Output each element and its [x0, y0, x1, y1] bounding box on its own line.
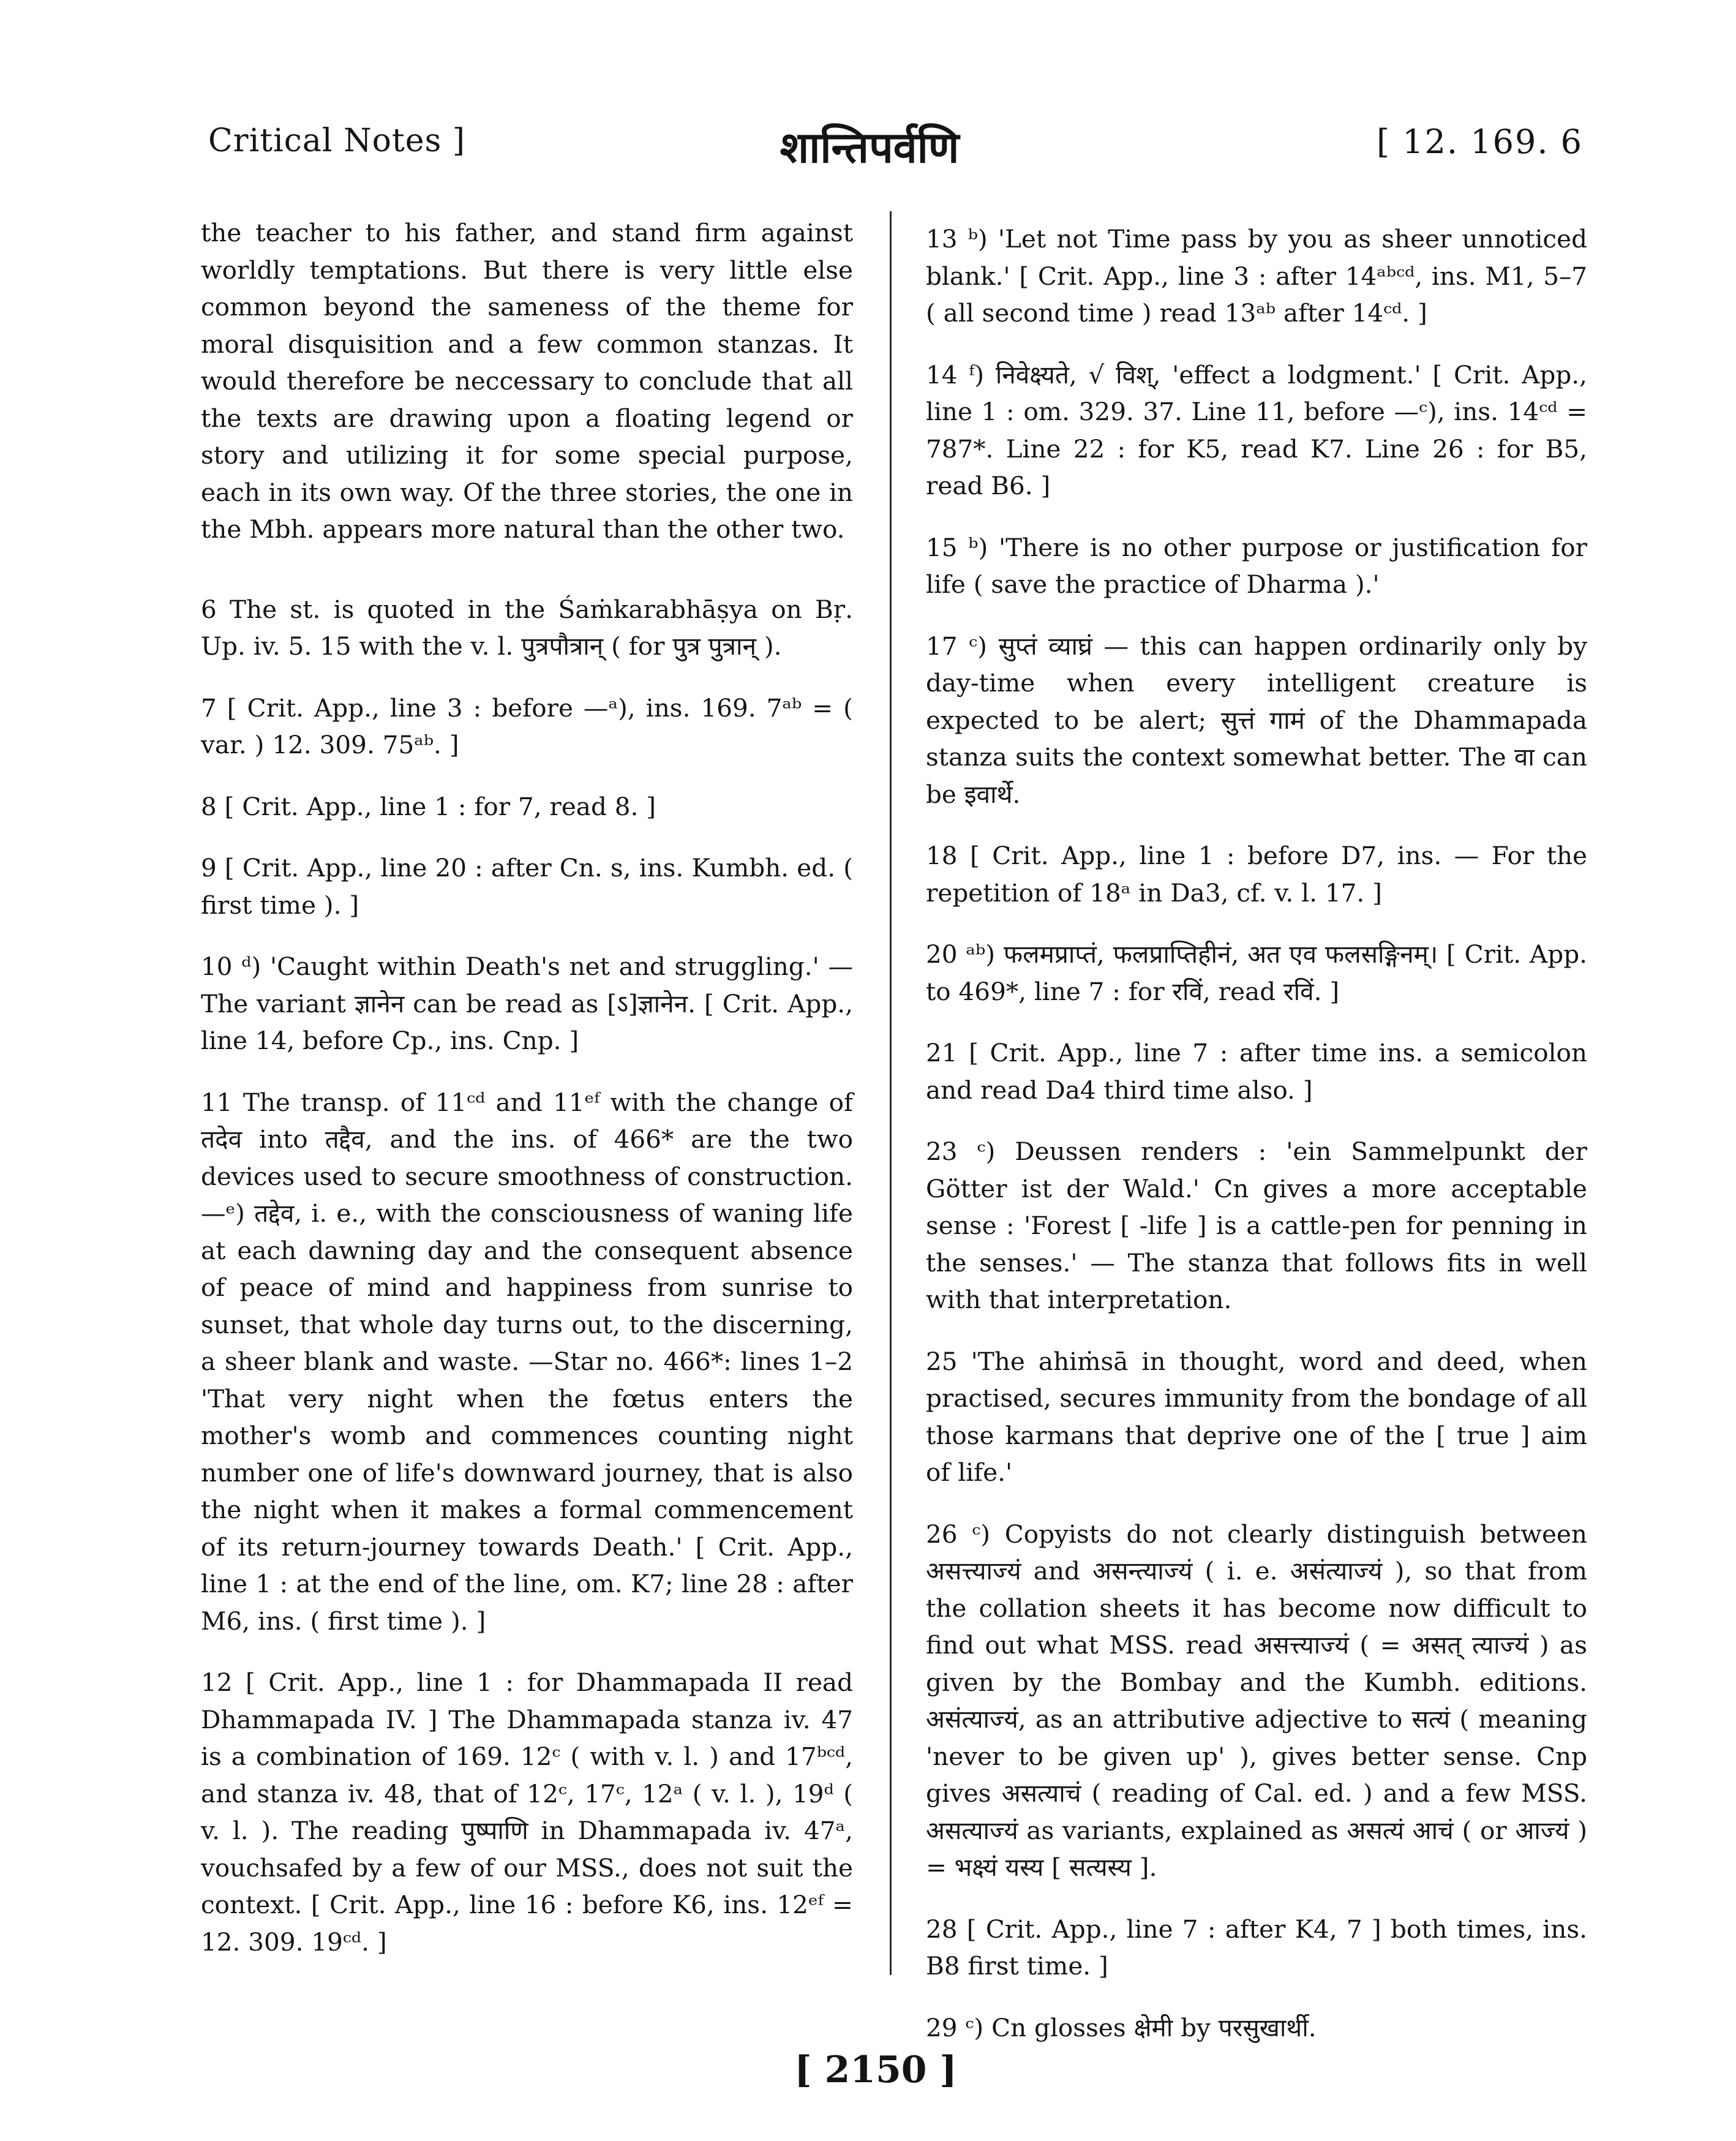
left-column	[201, 214, 853, 1985]
note-paragraph: 6 The st. is quoted in the Śaṁkarabhāṣya on Bṛ. Up. iv. 5. 15 with the v. l. पुत्रपौत्रान् ( for पुत्र पुत्रान् ).	[201, 594, 853, 661]
right-column	[926, 220, 1587, 2071]
note-paragraph: 9 [ Crit. App., line 20 : after Cn. s, ins. Kumbh. ed. ( first time ). ]	[201, 853, 853, 920]
note-paragraph: the teacher to his father, and stand firm against worldly temptations. But there is very little else common beyond the sameness of the theme for moral disquisition and a few common stanzas. It would therefore be neccessary to conclude that all the texts are drawing upon a floating legend or story and utilizing it for some special purpose, each in its own way. Of the three stories, the one in the Mbh. appears more natural than the other two.	[201, 218, 853, 544]
note-paragraph: 13 ᵇ) 'Let not Time pass by you as sheer unnoticed blank.' [ Crit. App., line 3 : after 14ᵃᵇᶜᵈ, ins. M1, 5–7 ( all second time ) read 13ᵃᵇ after 14ᶜᵈ. ]	[926, 224, 1587, 328]
note-paragraph: 20 ᵃᵇ) फलमप्राप्तं, फलप्राप्तिहीनं, अत एव फलसङ्गिनम्। [ Crit. App. to 469*, line 7 : for रविं, read रविं. ]	[926, 939, 1587, 1006]
running-head-reference: [ 12. 169. 6	[1376, 122, 1583, 161]
note-paragraph: 14 ᶠ) निवेक्ष्यते, √ विश्, 'effect a lodgment.' [ Crit. App., line 1 : om. 329. 37. Line 11, before —ᶜ), ins. 14ᶜᵈ = 787*. Line 22 : for K5, read K7. Line 26 : for B5, read B6. ]	[926, 359, 1587, 500]
note-paragraph: 18 [ Crit. App., line 1 : before D7, ins. — For the repetition of 18ᵃ in Da3, cf. v. l. 17. ]	[926, 841, 1587, 908]
page-number: [ 2150 ]	[794, 2049, 957, 2091]
note-paragraph: 10 ᵈ) 'Caught within Death's net and struggling.' —The variant ज्ञानेन can be read as [ऽ]ज्ञानेन. [ Crit. App., line 14, before Cp., ins. Cnp. ]	[201, 952, 853, 1055]
note-paragraph: 29 ᶜ) Cn glosses क्षेमी by परसुखार्थी.	[926, 2012, 1317, 2042]
note-paragraph: 28 [ Crit. App., line 7 : after K4, 7 ] both times, ins. B8 first time. ]	[926, 1914, 1587, 1981]
running-head-title: शान्तिपर्वणि	[780, 122, 960, 173]
note-paragraph: 23 ᶜ) Deussen renders : 'ein Sammelpunkt der Götter ist der Wald.' Cn gives a more acceptable sense : 'Forest [ -life ] is a cattle-pen for penning in the senses.' — The stanza that follows fits in well with that interpretation.	[926, 1137, 1587, 1314]
column-divider	[890, 211, 892, 1975]
note-paragraph: 7 [ Crit. App., line 3 : before —ᵃ), ins. 169. 7ᵃᵇ = ( var. ) 12. 309. 75ᵃᵇ. ]	[201, 693, 853, 759]
note-paragraph: 12 [ Crit. App., line 1 : for Dhammapada II read Dhammapada IV. ] The Dhammapada stanza iv. 47 is a combination of 169. 12ᶜ ( with v. l. ) and 17ᵇᶜᵈ, and stanza iv. 48, that of 12ᶜ, 17ᶜ, 12ᵃ ( v. l. ), 19ᵈ ( v. l. ). The reading पुष्पाणि in Dhammapada iv. 47ᵃ, vouchsafed by a few of our MSS., does not suit the context. [ Crit. App., line 16 : before K6, ins. 12ᵉᶠ = 12. 309. 19ᶜᵈ. ]	[201, 1668, 853, 1957]
note-paragraph: 25 'The ahiṁsā in thought, word and deed, when practised, secures immunity from the bondage of all those karmans that deprive one of the [ true ] aim of life.'	[926, 1346, 1587, 1487]
note-paragraph: 26 ᶜ) Copyists do not clearly distinguish between असत्त्याज्यं and असन्त्याज्यं ( i. e. असंत्याज्यं ), so that from the collation sheets it has become now difficult to find out what MSS. read असत्त्याज्यं ( = असत् त्याज्यं ) as given by the Bombay and the Kumbh. editions. असंत्याज्यं, as an attributive adjective to सत्यं ( meaning 'never to be given up' ), gives better sense. Cnp gives असत्याचं ( reading of Cal. ed. ) and a few MSS. असत्याज्यं as variants, explained as असत्यं आचं ( or आज्यं ) = भक्ष्यं यस्य [ सत्यस्य ].	[926, 1519, 1587, 1882]
note-paragraph: 17 ᶜ) सुप्तं व्याघ्रं — this can happen ordinarily only by day-time when every intelligent creature is expected to be alert; सुत्तं गामं of the Dhammapada stanza suits the context somewhat better. The वा can be इवार्थे.	[926, 631, 1587, 809]
running-head-left: Critical Notes ]	[208, 122, 466, 159]
note-paragraph: 15 ᵇ) 'There is no other purpose or justification for life ( save the practice of Dharma ).'	[926, 532, 1587, 599]
note-paragraph: 11 The transp. of 11ᶜᵈ and 11ᵉᶠ with the change of तदेव into तद्दैव, and the ins. of 466* are the two devices used to secure smoothness of construction. —ᵉ) तद्देव, i. e., with the consciousness of waning life at each dawning day and the consequent absence of peace of mind and happiness from sunrise to sunset, that whole day turns out, to the discerning, a sheer blank and waste. —Star no. 466*: lines 1–2 'That very night when the fœtus enters the mother's womb and commences counting night number one of life's downward journey, that is also the night when it makes a formal commencement of its return-journey towards Death.' [ Crit. App., line 1 : at the end of the line, om. K7; line 28 : after M6, ins. ( first time ). ]	[201, 1087, 853, 1636]
note-paragraph: 21 [ Crit. App., line 7 : after time ins. a semicolon and read Da4 third time also. ]	[926, 1038, 1587, 1105]
note-paragraph: 8 [ Crit. App., line 1 : for 7, read 8. ]	[201, 791, 656, 821]
